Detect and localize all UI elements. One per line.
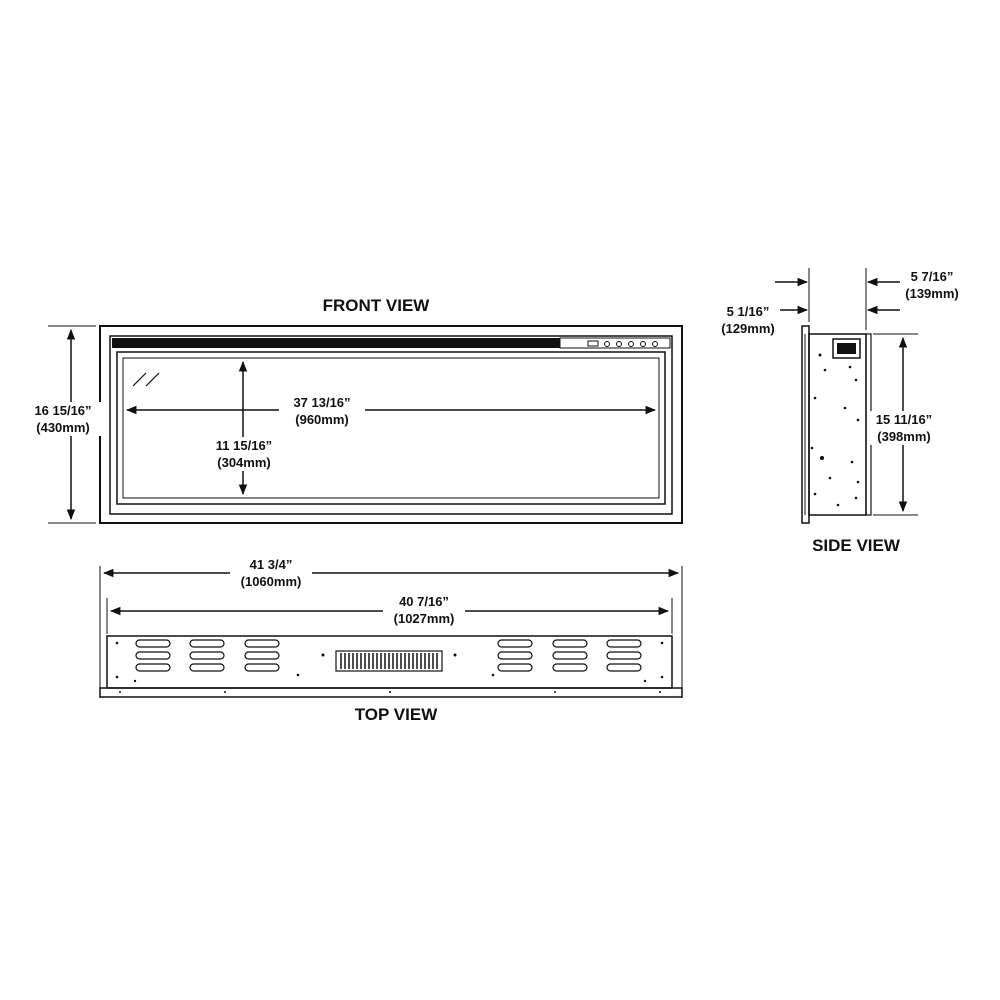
side-height-imperial: 15 11/16” <box>875 412 933 427</box>
overall-width-label <box>230 556 312 590</box>
glass-width-imperial: 37 13/16” <box>293 395 351 410</box>
front-height-imperial: 16 15/16” <box>34 403 92 418</box>
side-holes <box>811 354 860 507</box>
body-width-metric: (1027mm) <box>393 611 455 626</box>
vent-slots-right <box>498 640 641 671</box>
glass-height-label <box>206 437 282 471</box>
overall-width-imperial: 41 3/4” <box>249 557 293 572</box>
side-depth-rear-label <box>896 268 968 302</box>
side-depth-rear-metric: (139mm) <box>905 286 959 301</box>
front-height-metric: (430mm) <box>36 420 90 435</box>
body-width-imperial: 40 7/16” <box>399 594 449 609</box>
body-width-label <box>383 593 465 627</box>
top-dimension-lines <box>100 566 682 698</box>
control-buttons <box>588 341 658 347</box>
front-view-drawing <box>100 326 682 523</box>
top-view-title: TOP VIEW <box>354 705 438 724</box>
side-depth-front-label <box>712 303 784 337</box>
side-dimension-lines <box>775 268 918 515</box>
overall-width-metric: (1060mm) <box>240 574 302 589</box>
side-depth-rear-imperial: 5 7/16” <box>910 269 954 284</box>
front-height-label <box>24 402 102 436</box>
glass-width-label <box>279 394 365 428</box>
side-height-metric: (398mm) <box>877 429 931 444</box>
vent-slots-left <box>136 640 279 671</box>
glass-height-imperial: 11 15/16” <box>215 438 273 453</box>
glass-height-metric: (304mm) <box>217 455 271 470</box>
side-height-label <box>868 411 940 445</box>
heater-grille <box>336 651 442 671</box>
side-depth-front-imperial: 5 1/16” <box>726 304 770 319</box>
side-depth-front-metric: (129mm) <box>721 321 775 336</box>
front-view-title: FRONT VIEW <box>322 296 430 315</box>
glass-width-metric: (960mm) <box>295 412 349 427</box>
top-view-drawing <box>100 636 682 697</box>
side-view-title: SIDE VIEW <box>812 536 900 555</box>
side-view-drawing <box>802 326 871 523</box>
